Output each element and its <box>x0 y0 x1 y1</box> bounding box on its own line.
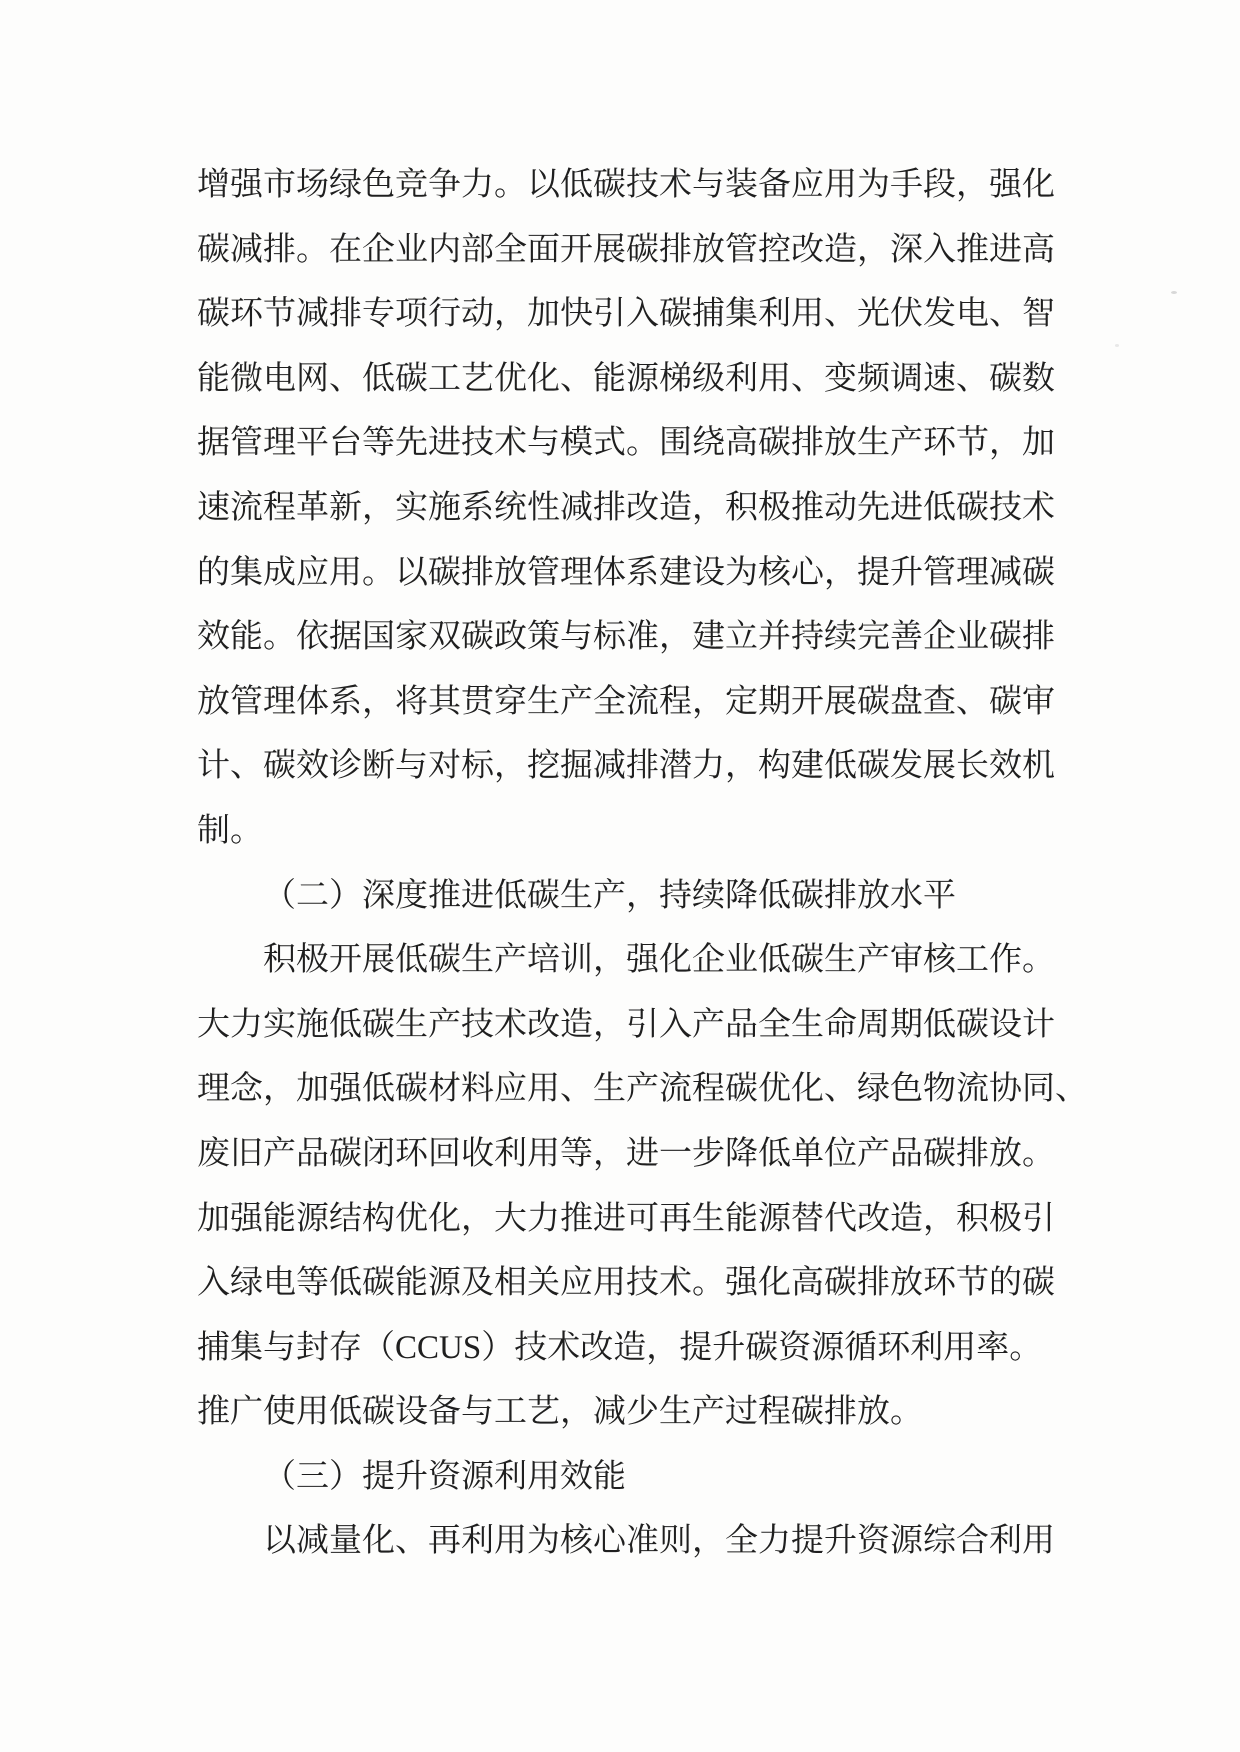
text-line-8: 效能。依据国家双碳政策与标准，建立并持续完善企业碳排 <box>197 619 1055 656</box>
text-line-13: 积极开展低碳生产培训，强化企业低碳生产审核工作。 <box>263 942 1055 979</box>
text-line-17: 加强能源结构优化，大力推进可再生能源替代改造，积极引 <box>197 1200 1055 1237</box>
section-heading-2: （二）深度推进低碳生产，持续降低碳排放水平 <box>263 877 956 914</box>
text-line-5: 据管理平台等先进技术与模式。围绕高碳排放生产环节，加 <box>197 425 1055 462</box>
text-line-3: 碳环节减排专项行动，加快引入碳捕集利用、光伏发电、智 <box>197 296 1055 333</box>
text-line-15: 理念，加强低碳材料应用、生产流程碳优化、绿色物流协同、 <box>197 1071 1088 1108</box>
scan-speck <box>1171 291 1177 294</box>
text-line-16: 废旧产品碳闭环回收利用等，进一步降低单位产品碳排放。 <box>197 1135 1055 1172</box>
text-line-10: 计、碳效诊断与对标，挖掘减排潜力，构建低碳发展长效机 <box>197 748 1055 785</box>
text-line-9: 放管理体系，将其贯穿生产全流程，定期开展碳盘查、碳审 <box>197 683 1055 720</box>
text-line-20: 推广使用低碳设备与工艺，减少生产过程碳排放。 <box>197 1394 923 1431</box>
text-line-2: 碳减排。在企业内部全面开展碳排放管控改造，深入推进高 <box>197 231 1055 268</box>
text-line-18: 入绿电等低碳能源及相关应用技术。强化高碳排放环节的碳 <box>197 1265 1055 1302</box>
scan-speck <box>1115 344 1119 347</box>
text-line-22: 以减量化、再利用为核心准则，全力提升资源综合利用 <box>263 1523 1055 1560</box>
text-line-4: 能微电网、低碳工艺优化、能源梯级利用、变频调速、碳数 <box>197 360 1055 397</box>
document-body <box>197 153 1088 1574</box>
text-line-1: 增强市场绿色竞争力。以低碳技术与装备应用为手段，强化 <box>197 167 1055 203</box>
text-line-7: 的集成应用。以碳排放管理体系建设为核心，提升管理减碳 <box>197 554 1055 591</box>
text-line-14: 大力实施低碳生产技术改造，引入产品全生命周期低碳设计 <box>197 1006 1055 1043</box>
text-line-6: 速流程革新，实施系统性减排改造，积极推动先进低碳技术 <box>197 489 1055 526</box>
section-heading-3: （三）提升资源利用效能 <box>263 1458 626 1495</box>
text-line-19: 捕集与封存（CCUS）技术改造，提升碳资源循环利用率。 <box>197 1329 1043 1366</box>
text-line-11: 制。 <box>197 812 263 849</box>
